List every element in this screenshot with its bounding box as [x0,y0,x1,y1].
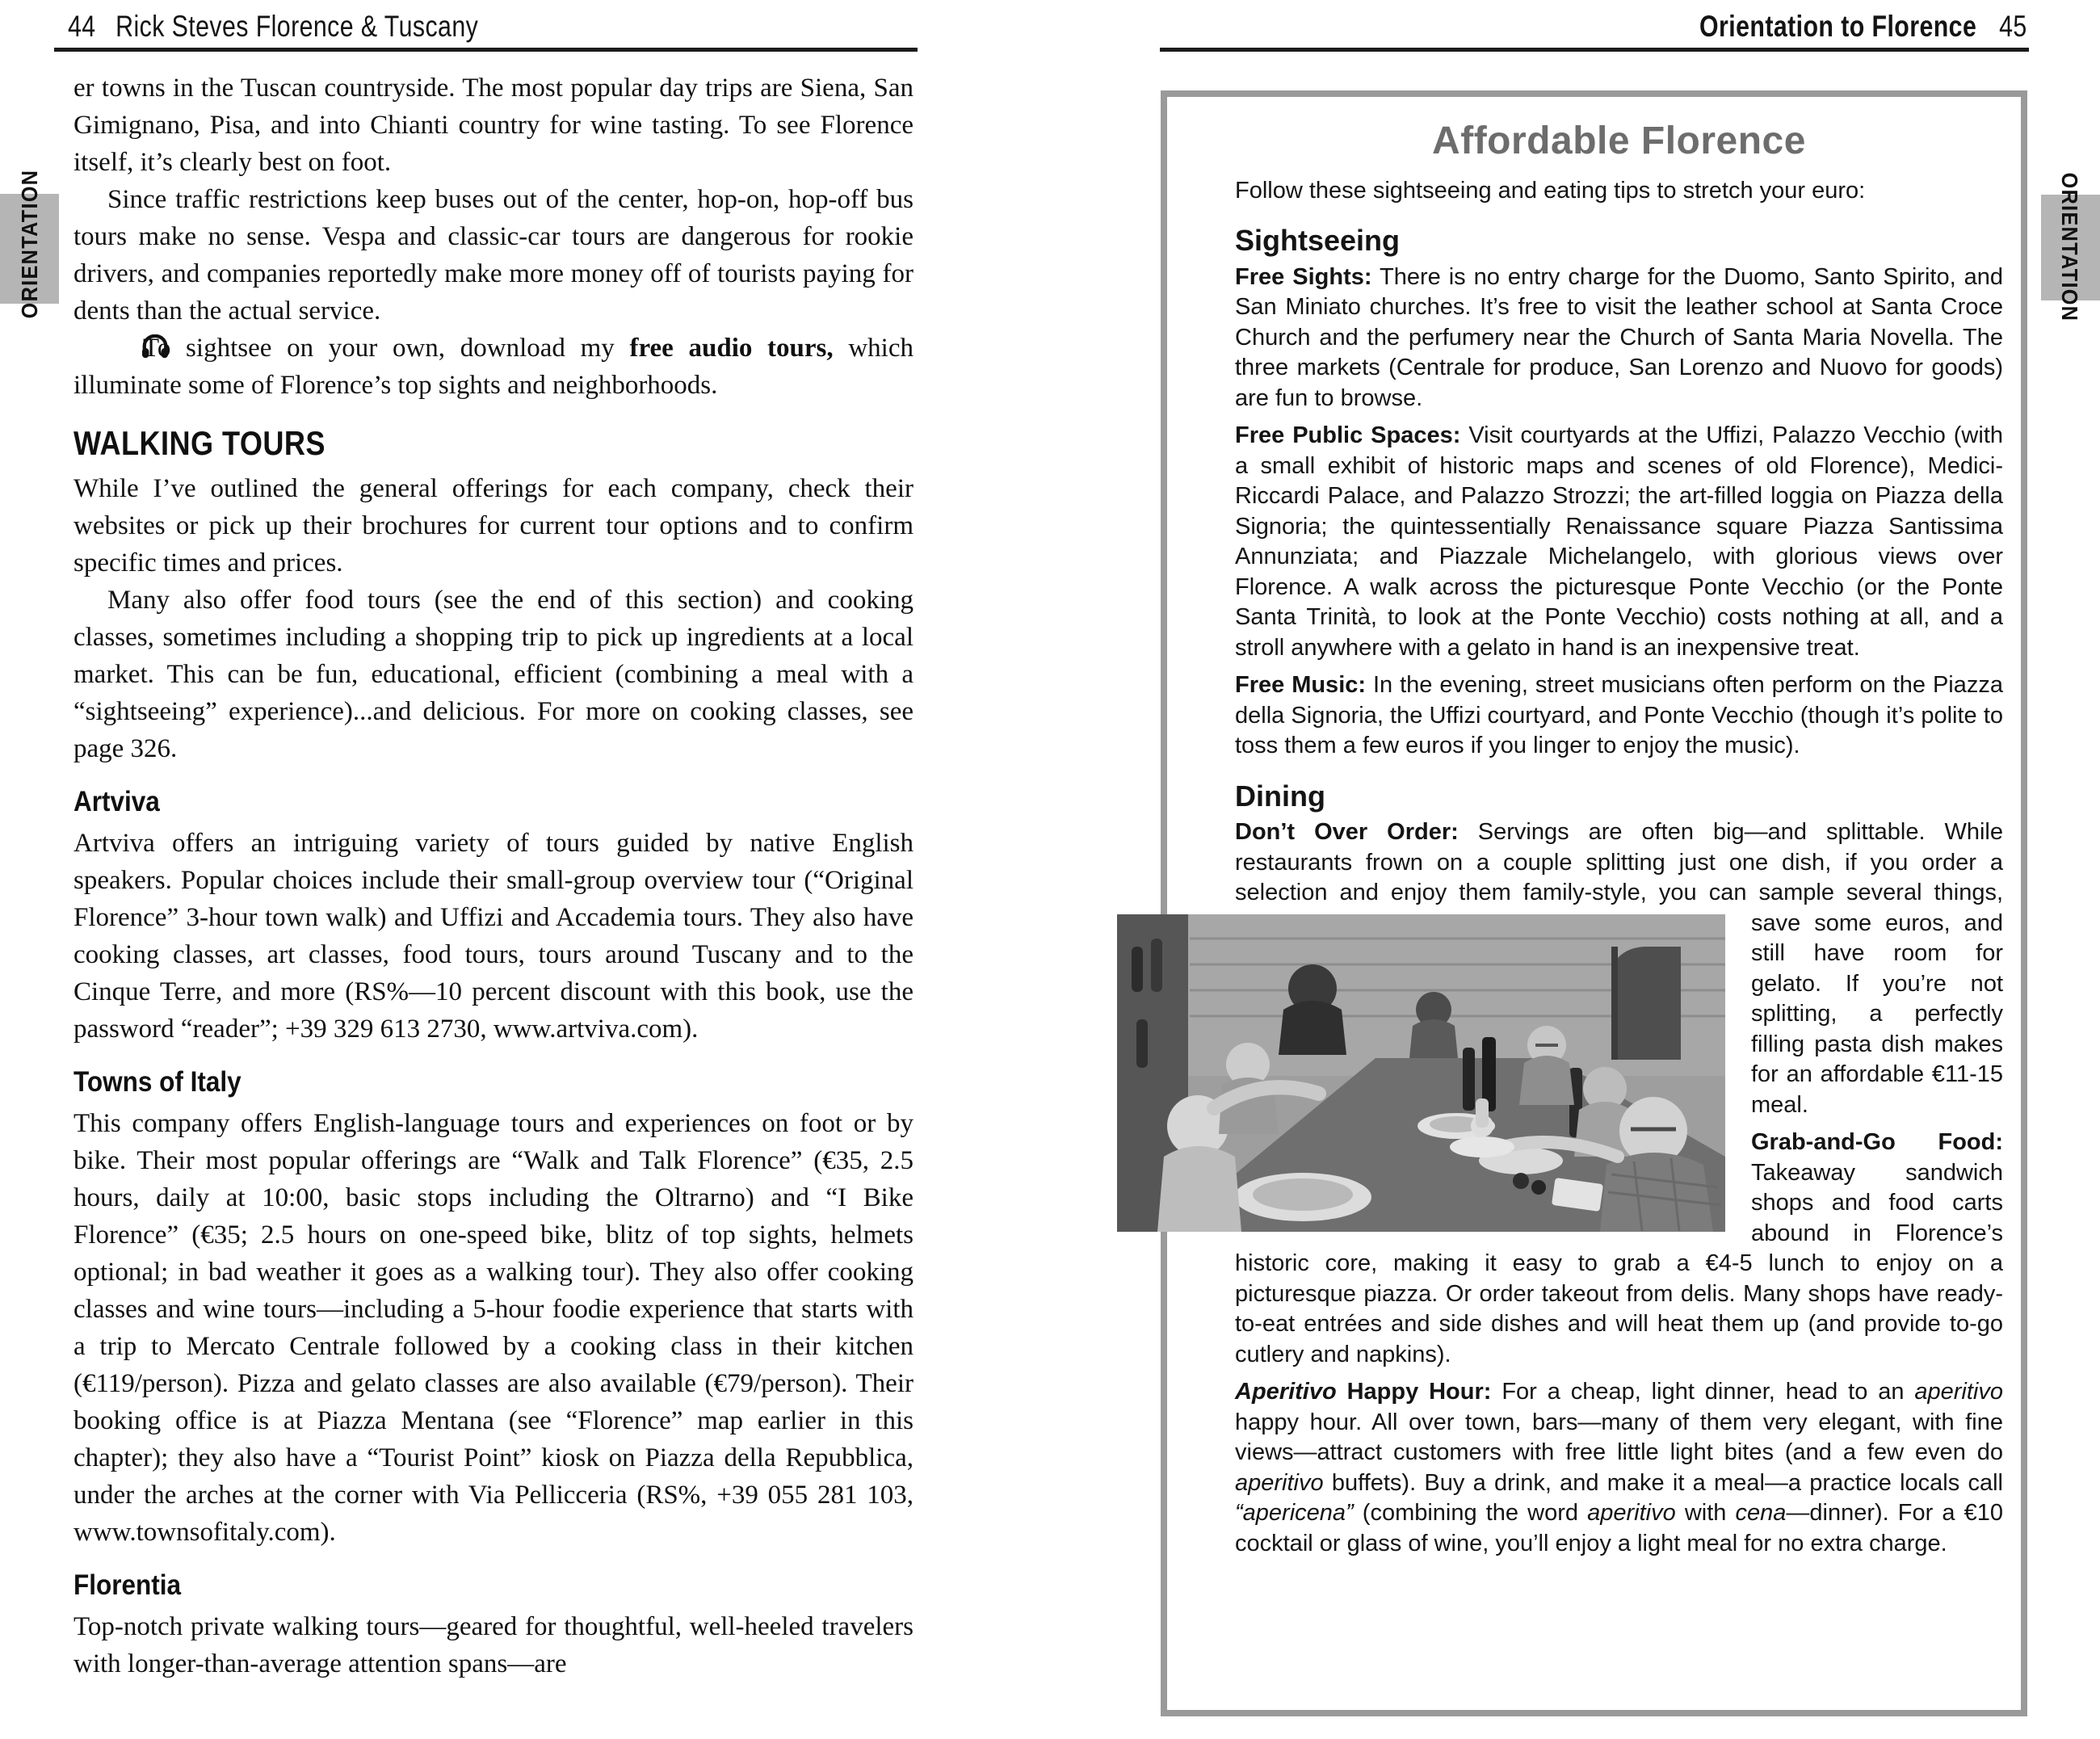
left-page-text-column [74,69,914,1682]
left-orientation-tab: ORIENTATION [17,169,42,319]
free-sights-entry [1235,263,2003,414]
right-orientation-tab: ORIENTATION [2057,172,2082,322]
free-sights-text: There is no entry charge for the Duomo, Santo Spirito, and San Miniato churches. It’s free to visit the leather school at Santa Croce Church and the perfumery near the Church of Santa Maria Novella. The three markets (Centrale for produce, San Lorenzo and Nuovo for goods) are fun to browse. [1235,263,2003,411]
grab-and-go-text: Takeaway sandwich shops and food carts abound in Florence’s historic core, making it easy to grab a €4-5 lunch to enjoy on a picturesque piazza. Or order takeout from delis. Many shops have ready-to-eat entrées and side dishes and will heat them up (and provide to-go cutlery and napkins). [1235,1159,2003,1367]
audio-tours-pre: To sightsee on your own, download my [143,334,630,363]
audio-tours-bold: free audio tours, [629,334,834,363]
left-header-rule [54,48,918,52]
free-music-label: Free Music: [1235,672,1367,698]
free-sights-label: Free Sights: [1235,263,1372,290]
walking-tours-heading: WALKING TOURS [74,424,326,462]
company-heading-towns-of-italy: Towns of Italy [74,1066,242,1098]
company-description-florentia: Top-notch private walking tours—geared for thoughtful, well-heeled travelers with longer-than-average attention spans—are [74,1612,914,1678]
dont-over-order-text-after: sample several things, save some euros, and still have room for gelato. If you’re not splitting, a perfectly filling pasta dish makes for an affordable €11-15 meal. [1751,880,2004,1118]
company-heading-artviva: Artviva [74,786,160,817]
dining-heading: Dining [1235,779,1325,813]
dont-over-order-text-before: Servings are often big—and splittable. While restaurants frown on a couple splitting just one dish, if you order a selection and enjoy them family-style, you can [1235,819,2004,905]
free-public-spaces-text: Visit courtyards at the Uffizi, Palazzo Vecchio (with a small exhibit of historic maps and scenes of old Florence), Medici-Riccardi Palace, and Palazzo Strozzi; the art-filled loggia on Piazza della Signoria; the quintessentially Renaissance square Piazza Santissima Annunziata; and Piazzale Michelangelo, with glorious views over Florence. A walk across the picturesque Ponte Vecchio (or the Ponte Santa Trinità, to look at the Ponte Vecchio) costs nothing at all, and a stroll anywhere with a gelato in hand is an inexpensive treat. [1235,422,2004,661]
left-page-number: 44 [68,10,96,43]
left-running-header [68,10,478,44]
right-running-title: Orientation to Florence [1699,10,1977,43]
right-header-rule [1160,48,2029,52]
free-music-entry [1235,670,2003,762]
walking-tours-paragraph-2: Many also offer food tours (see the end of this section) and cooking classes, sometimes including a shopping trip to pick up ingredients at a local market. This can be fun, educational, efficient (combining a meal with a “sightseeing” experience)...and delicious. For more on cooking classes, see page 326. [74,586,914,763]
walking-tours-paragraph-1: While I’ve outlined the general offerings for each company, check their websites or pick up their brochures for current tour options and to confirm specific times and prices. [74,474,914,578]
free-music-text: In the evening, street musicians often perform on the Piazza della Signoria, the Uffizi courtyard, and Ponte Vecchio (though it’s polite to toss them a few euros if you linger to enjoy the music). [1235,672,2003,758]
affordable-florence-box [1161,90,2027,1716]
left-running-title: Rick Steves Florence & Tuscany [116,10,479,43]
right-running-header [1699,10,2027,44]
headphones-icon [107,332,135,356]
grab-and-go-label: Grab-and-Go Food: [1751,1129,2003,1155]
right-page-number: 45 [1999,10,2027,43]
audio-tours-post: which illuminate some of Florence’s top sights and neighborhoods. [74,334,914,400]
intro-continuation-paragraph: er towns in the Tuscan countryside. The most popular day trips are Siena, San Gimignano, Pisa, and into Chianti country for wine tasting. To see Florence itself, it’s clearly best on foot. [74,74,914,177]
audio-tours-paragraph [74,330,914,404]
box-intro: Follow these sightseeing and eating tips to stretch your euro: [1235,177,1866,204]
company-description-artviva: Artviva offers an intriguing variety of tours guided by native English speakers. Popular choices include their small-group overview tour (“Original Florence” 3-hour town walk) and Uffizi and Accademia tours. They also have cooking classes, art classes, food tours, tours around Tuscany and to the Cinque Terre, and more (RS%—10 percent discount with this book, use the password “reader”; +39 329 613 2730, www.artviva.com). [74,829,914,1044]
tour-group-dinner-photo [1117,914,1725,1232]
aperitivo-happy-hour-entry: Aperitivo Happy Hour: For a cheap, light dinner, head to an aperitivo happy hour. All over town, bars—many of them very elegant, with fine views—attract customers with free little light bites (and a few even do aperitivo buffets). Buy a drink, and make it a meal—a practice locals call “apericena” (combining the word aperitivo with cena—dinner). For a €10 cocktail or glass of wine, you’ll enjoy a light meal for no extra charge. [1235,1379,2004,1556]
sightseeing-heading: Sightseeing [1235,224,1401,257]
box-title: Affordable Florence [1432,120,1806,162]
company-heading-florentia: Florentia [74,1569,182,1601]
free-public-spaces-entry [1235,421,2003,663]
free-public-spaces-label: Free Public Spaces: [1235,422,1461,448]
dont-over-order-entry [1235,817,2003,1120]
traffic-paragraph: Since traffic restrictions keep buses out of the center, hop-on, hop-off bus tours make no sense. Vespa and classic-car tours are dangerous for rookie drivers, and companies reportedly make more money off of tourists paying for dents than the actual service. [74,185,914,326]
dont-over-order-label: Don’t Over Order: [1235,819,1459,845]
company-description-towns-of-italy: This company offers English-language tours and experiences on foot or by bike. Their most popular offerings are “Walk and Talk Florence” (€35, 2.5 hours, daily at 10:00, basic stops including the Oltrarno) and “I Bike Florence” (€35; 2.5 hours on one-speed bike, blitz of top sights, helmets optional; in bad weather it goes as a walking tour). They also offer cooking classes and wine tours—including a 5-hour foodie experience that starts with a trip to Mercato Centrale followed by a cooking class in their kitchen (€119/person). Pizza and gelato classes are also available (€79/person). Their booking office is at Piazza Mentana (see “Florence” map earlier in this chapter); they also have a “Tourist Point” kiosk on Piazza della Repubblica, under the arches at the corner with Via Pellicceria (RS%, +39 055 281 103, www.townsofitaly.com). [74,1109,914,1547]
